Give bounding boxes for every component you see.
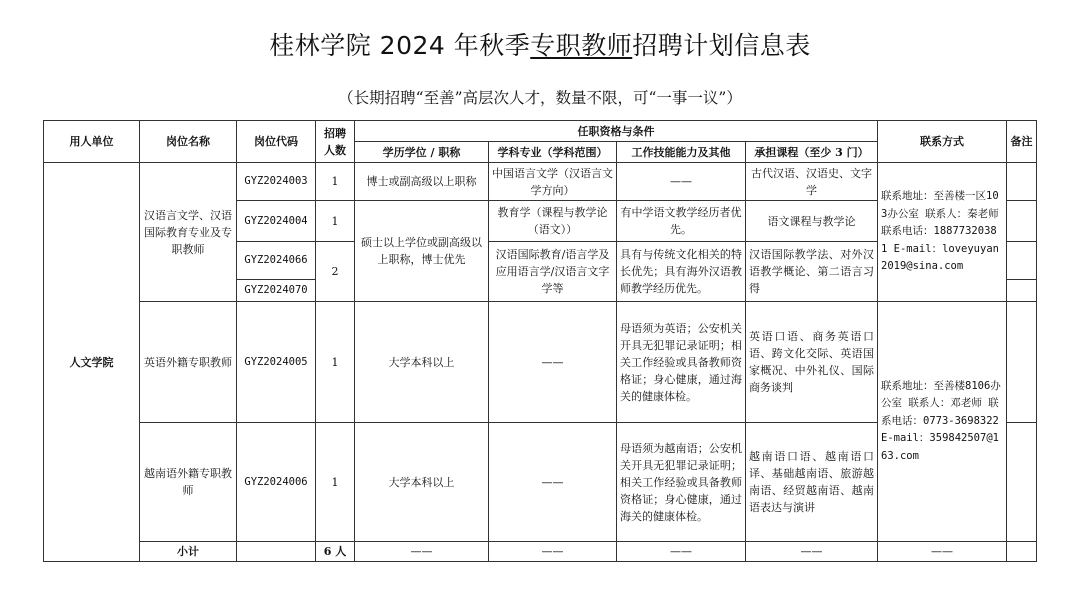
header-code: 岗位代码 <box>237 121 316 163</box>
header-position: 岗位名称 <box>140 121 237 163</box>
skills-cell: —— <box>617 163 746 201</box>
header-contact: 联系方式 <box>878 121 1007 163</box>
subtotal-dash: —— <box>355 542 489 562</box>
position-count: 1 <box>316 423 355 542</box>
position-code: GYZ2024005 <box>237 302 316 423</box>
note-cell <box>1007 201 1037 242</box>
header-courses: 承担课程（至少 3 门） <box>746 142 878 163</box>
subtotal-label: 小计 <box>140 542 237 562</box>
skills-cell: 具有与传统文化相关的特长优先；具有海外汉语教师教学经历优先。 <box>617 242 746 302</box>
courses-cell: 古代汉语、汉语史、文字学 <box>746 163 878 201</box>
subtotal-code-cell <box>237 542 316 562</box>
skills-cell: 有中学语文教学经历者优先。 <box>617 201 746 242</box>
education-cell: 博士或副高级以上职称 <box>355 163 489 201</box>
note-cell <box>1007 280 1037 302</box>
subtotal-dash: —— <box>878 542 1007 562</box>
position-code: GYZ2024004 <box>237 201 316 242</box>
header-note: 备注 <box>1007 121 1037 163</box>
note-cell <box>1007 423 1037 542</box>
position-count: 1 <box>316 302 355 423</box>
courses-cell: 英语口语、商务英语口语、跨文化交际、英语国家概况、中外礼仪、国际商务谈判 <box>746 302 878 423</box>
position-name: 汉语言文学、汉语国际教育专业及专职教师 <box>140 163 237 302</box>
header-qualification-group: 任职资格与条件 <box>355 121 878 142</box>
position-code: GYZ2024070 <box>237 280 316 302</box>
header-major: 学科专业（学科范围） <box>489 142 617 163</box>
position-name: 越南语外籍专职教师 <box>140 423 237 542</box>
courses-cell: 越南语口语、越南语口译、基础越南语、旅游越南语、经贸越南语、越南语表达与演讲 <box>746 423 878 542</box>
courses-cell: 语文课程与教学论 <box>746 201 878 242</box>
major-cell: 汉语国际教育/语言学及应用语言学/汉语言文字学等 <box>489 242 617 302</box>
contact-cell: 联系地址：至善楼8106办公室 联系人：邓老师 联系电话：0773-3698322 E-mail：359842507@163.com <box>878 302 1007 542</box>
note-cell <box>1007 302 1037 423</box>
header-count: 招聘人数 <box>316 121 355 163</box>
recruitment-table <box>43 120 1037 562</box>
courses-cell: 汉语国际教学法、对外汉语教学概论、第二语言习得 <box>746 242 878 302</box>
major-cell: 教育学（课程与教学论（语文）） <box>489 201 617 242</box>
position-code: GYZ2024006 <box>237 423 316 542</box>
skills-cell: 母语须为越南语；公安机关开具无犯罪记录证明；相关工作经验或具备教师资格证；身心健康，通过海关的健康体检。 <box>617 423 746 542</box>
position-name: 英语外籍专职教师 <box>140 302 237 423</box>
major-cell: 中国语言文学（汉语言文学方向） <box>489 163 617 201</box>
skills-cell: 母语须为英语；公安机关开具无犯罪记录证明；相关工作经验或具备教师资格证；身心健康，通过海关的健康体检。 <box>617 302 746 423</box>
major-cell: —— <box>489 423 617 542</box>
position-count: 2 <box>316 242 355 302</box>
contact-cell: 联系地址：至善楼一区103办公室 联系人：秦老师 联系电话：18877320381 E-mail：loveyuyan2019@sina.com <box>878 163 1007 302</box>
education-cell: 硕士以上学位或副高级以上职称，博士优先 <box>355 201 489 302</box>
education-cell: 大学本科以上 <box>355 302 489 423</box>
subtotal-dash: —— <box>617 542 746 562</box>
position-count: 1 <box>316 201 355 242</box>
header-unit: 用人单位 <box>44 121 140 163</box>
subtotal-dash: —— <box>746 542 878 562</box>
major-cell: —— <box>489 302 617 423</box>
header-education: 学历学位 / 职称 <box>355 142 489 163</box>
note-cell <box>1007 542 1037 562</box>
note-cell <box>1007 242 1037 280</box>
position-code: GYZ2024003 <box>237 163 316 201</box>
page-subtitle: （长期招聘“至善”高层次人才，数量不限，可“一事一议”） <box>338 89 742 107</box>
position-code: GYZ2024066 <box>237 242 316 280</box>
note-cell <box>1007 163 1037 201</box>
subtotal-count: 6 人 <box>316 542 355 562</box>
position-count: 1 <box>316 163 355 201</box>
unit-cell: 人文学院 <box>44 163 140 562</box>
header-skills: 工作技能能力及其他 <box>617 142 746 163</box>
page-title: 桂林学院 2024 年秋季专职教师招聘计划信息表 <box>269 31 811 60</box>
education-cell: 大学本科以上 <box>355 423 489 542</box>
subtotal-dash: —— <box>489 542 617 562</box>
